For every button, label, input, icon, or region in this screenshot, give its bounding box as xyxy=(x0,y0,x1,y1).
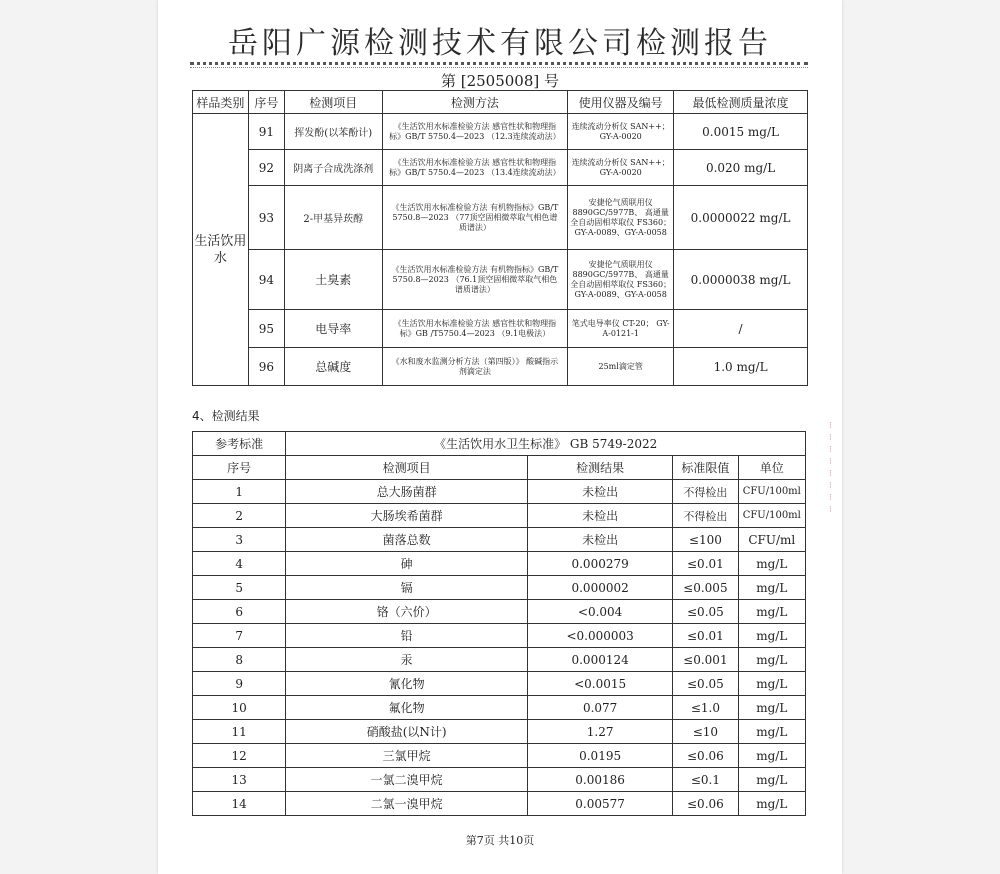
row-instrument: 笔式电导率仪 CT-20； GY-A-0121-1 xyxy=(568,310,674,348)
row-no: 91 xyxy=(248,114,284,150)
page-footer: 第7页 共10页 xyxy=(465,834,535,847)
result-unit: mg/L xyxy=(738,696,805,720)
result-no: 10 xyxy=(193,696,286,720)
result-no: 8 xyxy=(193,648,286,672)
result-item: 砷 xyxy=(286,552,528,576)
table-row xyxy=(193,576,806,600)
result-unit: CFU/100ml xyxy=(738,480,805,504)
row-instrument: 安捷伦气质联用仪 8890GC/5977B、 高通量全自动固相萃取仪 FS360； GY-A-0089、GY-A-0058 xyxy=(568,250,674,310)
report-number: 第 [2505008] 号 xyxy=(440,72,560,90)
result-result: 0.0195 xyxy=(528,744,673,768)
result-item: 铬（六价） xyxy=(286,600,528,624)
title-divider xyxy=(190,62,808,65)
table-row xyxy=(193,552,806,576)
result-limit: ≤0.01 xyxy=(673,552,738,576)
row-item: 土臭素 xyxy=(284,250,382,310)
result-item: 菌落总数 xyxy=(286,528,528,552)
methods-header-row xyxy=(193,91,808,114)
result-item: 二氯一溴甲烷 xyxy=(286,792,528,816)
result-no: 1 xyxy=(193,480,286,504)
result-unit: mg/L xyxy=(738,600,805,624)
results-table xyxy=(192,431,806,816)
result-result: 0.00577 xyxy=(528,792,673,816)
result-unit: mg/L xyxy=(738,792,805,816)
result-no: 3 xyxy=(193,528,286,552)
row-no: 95 xyxy=(248,310,284,348)
result-item: 大肠埃希菌群 xyxy=(286,504,528,528)
result-result: 0.000124 xyxy=(528,648,673,672)
header-category: 样品类别 xyxy=(193,91,249,114)
result-limit: ≤10 xyxy=(673,720,738,744)
result-no: 12 xyxy=(193,744,286,768)
result-limit: ≤1.0 xyxy=(673,696,738,720)
result-result: 1.27 xyxy=(528,720,673,744)
table-row xyxy=(193,310,808,348)
result-limit: ≤0.05 xyxy=(673,600,738,624)
result-no: 6 xyxy=(193,600,286,624)
table-row xyxy=(193,114,808,150)
row-no: 92 xyxy=(248,150,284,186)
table-row xyxy=(193,504,806,528)
row-item: 2-甲基异莰醇 xyxy=(284,186,382,250)
result-unit: mg/L xyxy=(738,744,805,768)
result-result: 0.000002 xyxy=(528,576,673,600)
result-limit: ≤0.01 xyxy=(673,624,738,648)
result-limit: ≤0.005 xyxy=(673,576,738,600)
table-row xyxy=(193,348,808,386)
table-row xyxy=(193,792,806,816)
row-item: 阴离子合成洗涤剂 xyxy=(284,150,382,186)
row-instrument: 安捷伦气质联用仪 8890GC/5977B、 高通量全自动固相萃取仪 FS360； GY-A-0089、GY-A-0058 xyxy=(568,186,674,250)
row-limit: 0.020 mg/L xyxy=(674,150,808,186)
results-header-limit: 标准限值 xyxy=(673,456,738,480)
table-row xyxy=(193,696,806,720)
table-row xyxy=(193,672,806,696)
row-limit: 1.0 mg/L xyxy=(674,348,808,386)
result-no: 7 xyxy=(193,624,286,648)
result-no: 4 xyxy=(193,552,286,576)
result-no: 5 xyxy=(193,576,286,600)
header-item: 检测项目 xyxy=(284,91,382,114)
sample-category: 生活饮用水 xyxy=(193,114,249,386)
row-no: 94 xyxy=(248,250,284,310)
row-method: 《生活饮用水标准检验方法 有机物指标》GB/T 5750.8—2023 （76.1顶空固相微萃取气相色谱质谱法） xyxy=(382,250,568,310)
row-item: 电导率 xyxy=(284,310,382,348)
header-method: 检测方法 xyxy=(382,91,568,114)
results-header-item: 检测项目 xyxy=(286,456,528,480)
result-limit: 不得检出 xyxy=(673,480,738,504)
result-unit: mg/L xyxy=(738,720,805,744)
row-method: 《生活饮用水标准检验方法 感官性状和物理指标》GB /T5750.4—2023 （9.1电极法） xyxy=(382,310,568,348)
result-item: 一氯二溴甲烷 xyxy=(286,768,528,792)
result-result: 未检出 xyxy=(528,480,673,504)
results-header-no: 序号 xyxy=(193,456,286,480)
row-limit: 0.0015 mg/L xyxy=(674,114,808,150)
row-item: 挥发酚(以苯酚计) xyxy=(284,114,382,150)
row-method: 《生活饮用水标准检验方法 感官性状和物理指标》GB/T 5750.4—2023 （13.4连续流动法） xyxy=(382,150,568,186)
results-header-result: 检测结果 xyxy=(528,456,673,480)
result-result: <0.0015 xyxy=(528,672,673,696)
row-instrument: 连续流动分析仪 SAN++； GY-A-0020 xyxy=(568,114,674,150)
result-no: 14 xyxy=(193,792,286,816)
result-item: 氟化物 xyxy=(286,696,528,720)
result-item: 三氯甲烷 xyxy=(286,744,528,768)
result-item: 硝酸盐(以N计) xyxy=(286,720,528,744)
result-item: 铅 xyxy=(286,624,528,648)
row-limit: 0.0000022 mg/L xyxy=(674,186,808,250)
result-item: 汞 xyxy=(286,648,528,672)
result-unit: mg/L xyxy=(738,624,805,648)
result-limit: ≤0.06 xyxy=(673,792,738,816)
result-no: 2 xyxy=(193,504,286,528)
row-method: 《水和废水监测分析方法（第四版）》 酸碱指示剂滴定法 xyxy=(382,348,568,386)
row-limit: / xyxy=(674,310,808,348)
section-title: 4、检测结果 xyxy=(192,409,260,423)
results-header-row xyxy=(193,456,806,480)
row-method: 《生活饮用水标准检验方法 感官性状和物理指标》GB/T 5750.4—2023 （12.3连续流动法） xyxy=(382,114,568,150)
row-instrument: 25ml滴定管 xyxy=(568,348,674,386)
result-result: <0.004 xyxy=(528,600,673,624)
result-item: 镉 xyxy=(286,576,528,600)
methods-table xyxy=(192,90,808,386)
header-limit: 最低检测质量浓度 xyxy=(674,91,808,114)
result-item: 总大肠菌群 xyxy=(286,480,528,504)
header-instrument: 使用仪器及编号 xyxy=(568,91,674,114)
table-row xyxy=(193,150,808,186)
result-limit: ≤0.1 xyxy=(673,768,738,792)
table-row xyxy=(193,768,806,792)
table-row xyxy=(193,528,806,552)
table-row xyxy=(193,186,808,250)
results-header-unit: 单位 xyxy=(738,456,805,480)
result-unit: mg/L xyxy=(738,576,805,600)
result-result: 未检出 xyxy=(528,504,673,528)
reference-row xyxy=(193,432,806,456)
result-limit: ≤0.05 xyxy=(673,672,738,696)
table-row xyxy=(193,744,806,768)
result-unit: CFU/100ml xyxy=(738,504,805,528)
result-limit: ≤100 xyxy=(673,528,738,552)
result-limit: 不得检出 xyxy=(673,504,738,528)
title-divider-thin xyxy=(190,67,808,68)
result-no: 11 xyxy=(193,720,286,744)
result-result: 未检出 xyxy=(528,528,673,552)
result-unit: mg/L xyxy=(738,648,805,672)
result-result: 0.000279 xyxy=(528,552,673,576)
report-page xyxy=(158,0,842,874)
header-no: 序号 xyxy=(248,91,284,114)
result-unit: mg/L xyxy=(738,768,805,792)
result-item: 氰化物 xyxy=(286,672,528,696)
result-result: 0.077 xyxy=(528,696,673,720)
reference-standard: 《生活饮用水卫生标准》 GB 5749-2022 xyxy=(286,432,806,456)
table-row xyxy=(193,250,808,310)
result-limit: ≤0.001 xyxy=(673,648,738,672)
table-row xyxy=(193,720,806,744)
row-no: 96 xyxy=(248,348,284,386)
result-result: <0.000003 xyxy=(528,624,673,648)
result-no: 9 xyxy=(193,672,286,696)
result-limit: ≤0.06 xyxy=(673,744,738,768)
seal-stamp: ⁝ ⁝ ⁝ ⁝ ⁝ ⁝ ⁝ ⁝ xyxy=(829,421,832,515)
table-row xyxy=(193,648,806,672)
result-unit: mg/L xyxy=(738,552,805,576)
row-instrument: 连续流动分析仪 SAN++； GY-A-0020 xyxy=(568,150,674,186)
row-limit: 0.0000038 mg/L xyxy=(674,250,808,310)
report-title: 岳阳广源检测技术有限公司检测报告 xyxy=(228,26,772,61)
result-result: 0.00186 xyxy=(528,768,673,792)
row-no: 93 xyxy=(248,186,284,250)
table-row xyxy=(193,624,806,648)
reference-label: 参考标准 xyxy=(193,432,286,456)
table-row xyxy=(193,600,806,624)
result-unit: mg/L xyxy=(738,672,805,696)
row-item: 总碱度 xyxy=(284,348,382,386)
row-method: 《生活饮用水标准检验方法 有机物指标》GB/T 5750.8—2023 （77顶空固相微萃取气相色谱质谱法） xyxy=(382,186,568,250)
result-no: 13 xyxy=(193,768,286,792)
result-unit: CFU/ml xyxy=(738,528,805,552)
table-row xyxy=(193,480,806,504)
